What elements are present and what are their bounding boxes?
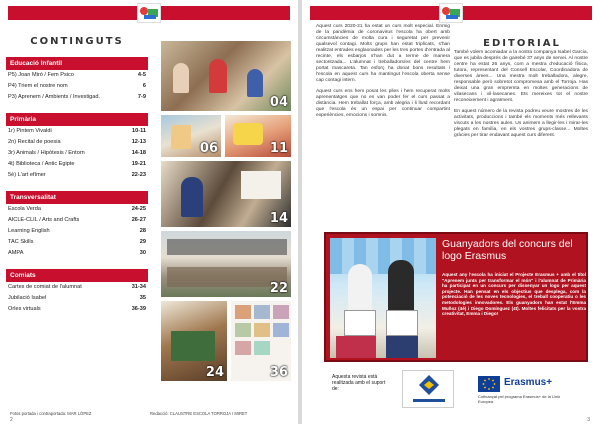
toc-row[interactable] <box>6 81 148 92</box>
toc-label: AICLE-CLIL / Arts and Crafts <box>8 217 80 223</box>
photo-children-classroom <box>160 40 292 112</box>
consell-comarcal-logo-icon <box>402 370 454 408</box>
support-statement: Aquesta revista està realitzada amb el suport de: <box>332 374 386 392</box>
editorial-paragraph: En aquest número de la revista podreu veure mostres de les activitats, produccions i també els moments més rellevants viscuts a les nostres aules. Us animem a llegir-les i mirar-les plegats en família, en els vostres grups-classe... Moltes gràcies per tirar endavant aquest curs diferent. <box>454 109 588 138</box>
toc-pages: 19-21 <box>131 161 146 167</box>
toc-pages: 12-13 <box>131 139 146 145</box>
toc-label: Cartes de comiat de l'alumnat <box>8 284 82 290</box>
toc-label: Orles virtuals <box>8 306 41 312</box>
toc-pages: 22-23 <box>131 172 146 178</box>
section-heading-transversalitat: Transversalitat <box>6 191 148 204</box>
page-number-right: 3 <box>587 417 590 423</box>
editorial-paragraph: També volem acomiadar a la nostra companya Isabel Garcia, que es jubila després de gairebé 37 anys de servei. Al nostre centre ha estat 26 anys, com a mestra d'educació física, tutora, representant del Consell Escolar, Coordinadora de diverses àrees... Una mestra molt treballadora, alegre, responsable però sobretot compromesa amb el Torroja. Has deixat una gran empremta en moltes generacions de vilasecans i vil·lasecanes. Ets mereixes tot el nostre reconeixement i agraïment. <box>454 50 588 103</box>
photo-page-number: 36 <box>269 365 288 380</box>
photo-name-activity <box>160 114 222 158</box>
toc-row[interactable] <box>6 70 148 81</box>
editorial-column-1 <box>316 24 450 124</box>
toc-label: 4t) Biblioteca / Antic Egipte <box>8 161 75 167</box>
toc-pages: 26-27 <box>131 217 146 223</box>
erasmus-contest-title: Guanyadors del concurs del logo Erasmus <box>442 238 573 262</box>
eu-flag-icon <box>478 376 500 392</box>
toc-row[interactable] <box>6 226 148 237</box>
toc-pages: 24-25 <box>131 206 146 212</box>
toc-pages: 6 <box>142 83 146 89</box>
toc-row[interactable] <box>6 170 148 181</box>
erasmus-logo-text: Erasmus+ <box>504 377 553 388</box>
page-number-left: 2 <box>10 417 13 423</box>
right-page <box>302 0 600 424</box>
photo-page-number: 06 <box>199 141 218 156</box>
photo-virtual-yearbook <box>230 300 292 382</box>
toc-label: P3) Aprenem / Ambients / Investigad. <box>8 94 101 100</box>
editorial-paragraph: Aquest curs ens hem posat les piles i hem recuperat molts aprenentatges que no es van poder fer el curs passat a distància. Hem treballat força, amb alegria i li lluïd recordant que l'escola és un espai per continuar compartint experiències, emocions i somnis. <box>316 89 450 118</box>
toc-row[interactable] <box>6 237 148 248</box>
school-logo-icon <box>137 3 161 23</box>
toc-pages: 35 <box>139 295 146 301</box>
toc-pages: 4-5 <box>137 72 146 78</box>
toc-row[interactable] <box>6 282 148 293</box>
photo-animals-investigation <box>160 160 292 228</box>
erasmus-cofunding: Cofinançat pel programa Erasmus+ de la Unió Europea <box>478 394 561 404</box>
toc-label: Escola Verda <box>8 206 41 212</box>
erasmus-contest-box <box>324 232 588 362</box>
school-logo-icon <box>439 3 463 23</box>
toc-pages: 31-34 <box>131 284 146 290</box>
editorial-title: EDITORIAL <box>483 38 561 49</box>
left-page <box>0 0 298 424</box>
toc-label: Jubilació Isabel <box>8 295 47 301</box>
toc-row[interactable] <box>6 137 148 148</box>
photo-vivaldi-painting <box>224 114 292 158</box>
photo-page-number: 24 <box>205 365 224 380</box>
editorial-paragraph: Aquest curs 2020-21 ha estat un curs molt especial. Enmig de la pandèmia de coronavirus l'escola ha obert amb circumstàncies de molta cura i seguretat per prevenir qualsevol contagi. Molts grups han estat triplicats, s'han realitzat entrades esglaonades per les tres portes d'entrada al recinte, els esbarjos s'han dut a terme de manera sectoritzada... L'alumnat i treballadors/es del centre hem portat mascareta. Tan esforç ha donat bons resultats i l'escola en aquest curs ha mantingut l'escola oberta sense cap contagi intern. <box>316 24 450 83</box>
editorial-column-2 <box>454 50 588 144</box>
toc-pages: 29 <box>139 239 146 245</box>
toc-pages: 14-18 <box>131 150 146 156</box>
photo-page-number: 04 <box>269 95 288 110</box>
photo-page-number: 22 <box>269 281 288 296</box>
toc-pages: 36-39 <box>131 306 146 312</box>
toc-pages: 7-9 <box>137 94 146 100</box>
toc-label: P5) Joan Miró / Fem Psico <box>8 72 74 78</box>
toc-row[interactable] <box>6 248 148 259</box>
editorial-credit: Redacció: CLAUSTRE ESCOLA TORROJA I MIRET <box>150 411 248 416</box>
toc-row[interactable] <box>6 304 148 315</box>
photo-contest-winners <box>330 238 436 358</box>
table-of-contents <box>6 30 148 315</box>
toc-row[interactable] <box>6 92 148 103</box>
toc-label: 3r) Animals / Hipòtesis / Entorn <box>8 150 85 156</box>
toc-label: P4) Triem el nostre nom <box>8 83 68 89</box>
photo-page-number: 14 <box>269 211 288 226</box>
section-heading-primaria: Primària <box>6 113 148 126</box>
toc-row[interactable] <box>6 293 148 304</box>
toc-label: 1r) Pintem Vivaldi <box>8 128 52 134</box>
photo-page-number: 11 <box>269 141 288 156</box>
erasmus-plus-logo <box>478 374 568 408</box>
section-heading-comiats: Comiats <box>6 269 148 282</box>
photo-ephemeral-art <box>160 230 292 298</box>
section-heading-infantil: Educació Infantil <box>6 57 148 70</box>
toc-pages: 28 <box>139 228 146 234</box>
toc-label: 5è) L'art efímer <box>8 172 46 178</box>
toc-label: 2n) Recital de poesia <box>8 139 61 145</box>
toc-label: AMPA <box>8 250 24 256</box>
toc-row[interactable] <box>6 159 148 170</box>
toc-label: Learning English <box>8 228 50 234</box>
toc-row[interactable] <box>6 126 148 137</box>
contents-title: CONTINGUTS <box>30 36 124 47</box>
toc-label: TAC Skills <box>8 239 34 245</box>
toc-pages: 10-11 <box>132 128 146 134</box>
erasmus-contest-text: Aquest any l'escola ha iniciat el Projecte Erasmus + amb el títol "Aprenem junts per transformar el món" i l'alumnat de Primària ha participat en un concurs per dissenyar un logo per aquest projecte. Han pensat en els objectius que desplega, com la potenciació de les noves tecnologies, el treball cooperatiu o les metodologies innovadores. Els guanyadors han estat l'Emma Muñoz (4è) i Diego Domínguez (4t). Moltes felicitats per la vostra creativitat, Emma i Diego! <box>442 272 586 317</box>
toc-row[interactable] <box>6 215 148 226</box>
cover-photo-credit: Fotos portada i contraportada: MAR LÓPEZ <box>10 411 92 416</box>
toc-row[interactable] <box>6 204 148 215</box>
photo-escola-verda <box>160 300 228 382</box>
toc-pages: 30 <box>139 250 146 256</box>
toc-row[interactable] <box>6 148 148 159</box>
